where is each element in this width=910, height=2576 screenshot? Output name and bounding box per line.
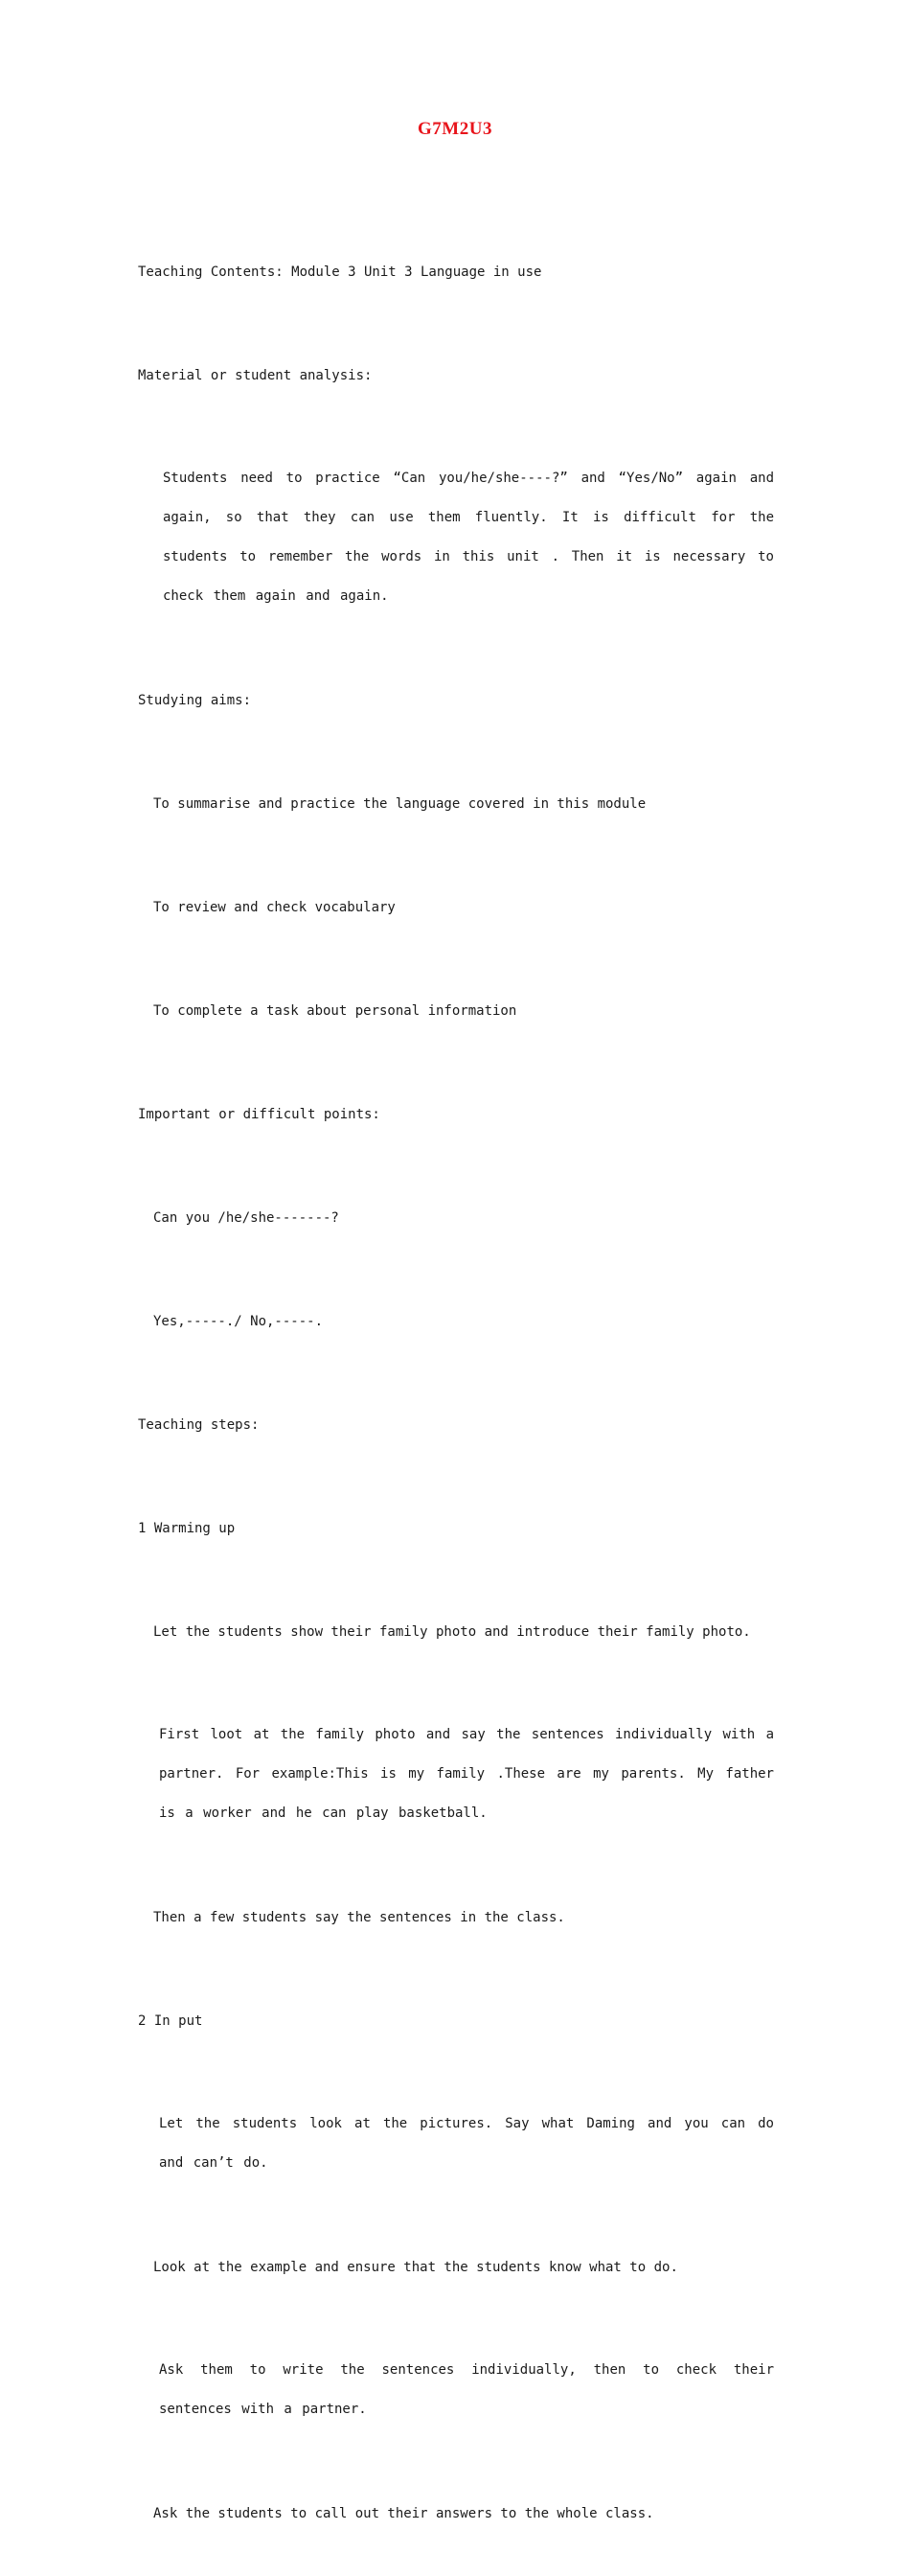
- aim-item-2: To review and check vocabulary: [153, 900, 396, 915]
- material-analysis-heading: Material or student analysis:: [138, 368, 373, 383]
- step-2-line-1: Look at the example and ensure that the students know what to do.: [153, 2260, 678, 2275]
- step-2-paragraph-1: Let the students look at the pictures. Say what Daming and you can do and can’t do.: [159, 2116, 774, 2171]
- step-1-heading: 1 Warming up: [138, 1521, 236, 1536]
- aim-item-3: To complete a task about personal information: [153, 1003, 517, 1019]
- studying-aims-heading: Studying aims:: [138, 693, 252, 708]
- document-body: [138, 186, 774, 2576]
- difficult-points-heading: Important or difficult points:: [138, 1107, 380, 1122]
- step-1-paragraph: First loot at the family photo and say the sentences individually with a partner. For example:This is my family .These are my parents. My father is a worker and he can play basketball.: [159, 1727, 774, 1821]
- step-1-line-2: Then a few students say the sentences in the class.: [153, 1910, 565, 1925]
- step-1-line-1: Let the students show their family photo and introduce their family photo.: [153, 1624, 751, 1640]
- step-2-line-2: Ask the students to call out their answers to the whole class.: [153, 2506, 654, 2521]
- teaching-contents-line: Teaching Contents: Module 3 Unit 3 Language in use: [138, 264, 542, 280]
- material-analysis-paragraph: Students need to practice “Can you/he/she----?” and “Yes/No” again and again, so that they can use them fluently. It is difficult for the students to remember the words in this unit . Then it is necessary to check them again and again.: [163, 471, 774, 604]
- step-2-heading: 2 In put: [138, 2013, 203, 2029]
- aim-item-1: To summarise and practice the language covered in this module: [153, 796, 647, 812]
- teaching-steps-heading: Teaching steps:: [138, 1417, 260, 1433]
- document-title: G7M2U3: [418, 119, 492, 139]
- difficult-point-1: Can you /he/she-------?: [153, 1210, 339, 1226]
- step-2-paragraph-2: Ask them to write the sentences individually, then to check their sentences with a partner.: [159, 2362, 774, 2417]
- difficult-point-2: Yes,-----./ No,-----.: [153, 1314, 324, 1329]
